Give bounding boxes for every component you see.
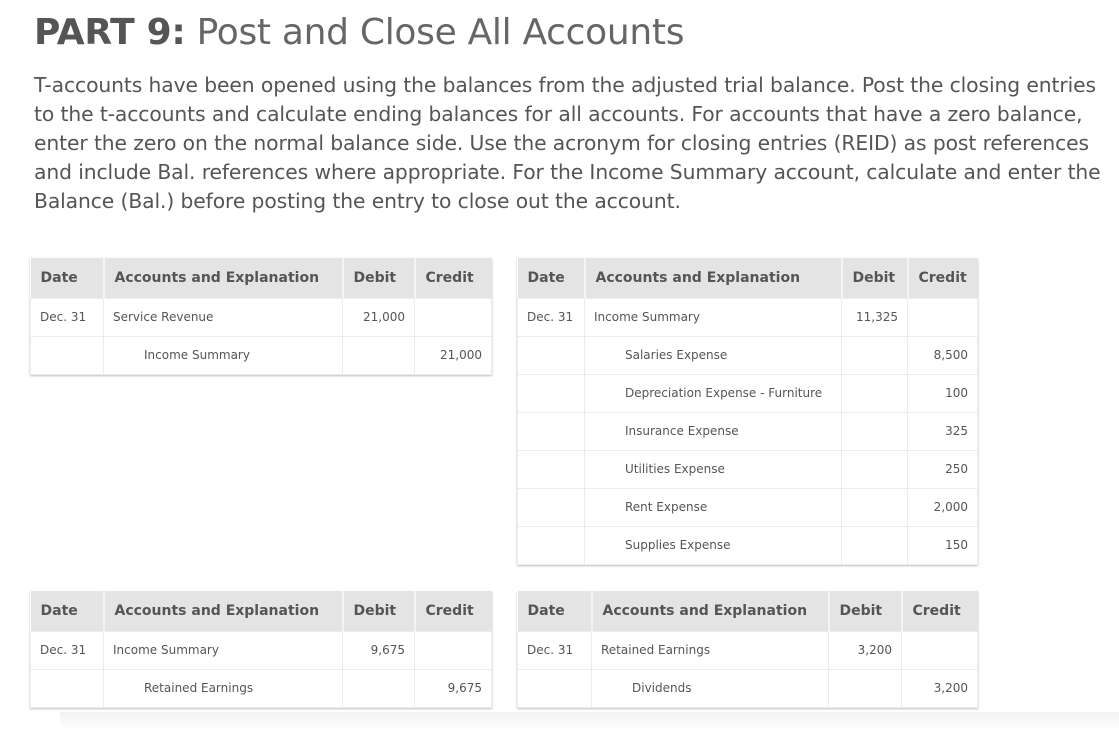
title-text: Post and Close All Accounts (185, 12, 685, 53)
debit-cell (842, 526, 908, 564)
account-cell: Retained Earnings (104, 669, 343, 707)
debit-cell (343, 669, 415, 707)
debit-cell (343, 336, 415, 374)
date-cell (31, 669, 104, 707)
credit-cell (415, 631, 492, 669)
journal-header-row (518, 591, 978, 631)
account-cell: Income Summary (585, 298, 842, 336)
date-cell: Dec. 31 (31, 298, 104, 336)
account-cell: Retained Earnings (592, 631, 829, 669)
date-cell (518, 488, 585, 526)
debit-header: Debit (842, 258, 908, 298)
journal-row (518, 450, 978, 488)
account-cell: Salaries Expense (585, 336, 842, 374)
journal-row (518, 631, 978, 669)
debit-header: Debit (343, 258, 415, 298)
bottom-shadow (60, 712, 1119, 732)
journal-row (518, 336, 978, 374)
account-cell: Income Summary (104, 336, 343, 374)
account-cell: Supplies Expense (585, 526, 842, 564)
account-cell: Insurance Expense (585, 412, 842, 450)
account-header: Accounts and Explanation (104, 591, 343, 631)
journal-row (518, 298, 978, 336)
date-cell (518, 336, 585, 374)
journal-header-row (518, 258, 978, 298)
journal-table-income-summary (30, 591, 492, 708)
credit-cell: 325 (908, 412, 978, 450)
credit-header: Credit (902, 591, 978, 631)
debit-cell (842, 374, 908, 412)
journal-row (31, 298, 492, 336)
account-cell: Utilities Expense (585, 450, 842, 488)
title-part-label: PART 9: (34, 12, 186, 53)
journal-row (31, 669, 492, 707)
debit-cell (842, 336, 908, 374)
journal-row (518, 488, 978, 526)
account-cell: Dividends (592, 669, 829, 707)
date-cell (518, 526, 585, 564)
credit-cell: 3,200 (902, 669, 978, 707)
journal-row (518, 669, 978, 707)
journal-row (31, 631, 492, 669)
date-cell (518, 374, 585, 412)
journal-table-expenses (517, 258, 978, 565)
journal-table-dividends (517, 591, 978, 708)
journal-row (518, 374, 978, 412)
date-cell: Dec. 31 (518, 298, 585, 336)
debit-cell: 9,675 (343, 631, 415, 669)
journal-header-row (31, 591, 492, 631)
debit-cell (842, 488, 908, 526)
instructions-text: T-accounts have been opened using the balances from the adjusted trial balance. Post the closing entries to the t-accounts and calculate ending balances for all accounts. For accounts that have a zero balance, enter the zero on the normal balance side. Use the acronym for closing entries (REID) as post references and include Bal. references where appropriate. For the Income Summary account, calculate and enter the Balance (Bal.) before posting the entry to close out the account. (34, 73, 1101, 213)
debit-cell (829, 669, 902, 707)
credit-cell: 250 (908, 450, 978, 488)
date-header: Date (31, 258, 104, 298)
date-header: Date (518, 258, 585, 298)
account-cell: Rent Expense (585, 488, 842, 526)
date-header: Date (31, 591, 104, 631)
date-cell (518, 450, 585, 488)
credit-header: Credit (415, 591, 492, 631)
debit-cell: 21,000 (343, 298, 415, 336)
journal-row (518, 526, 978, 564)
account-header: Accounts and Explanation (592, 591, 829, 631)
credit-cell: 9,675 (415, 669, 492, 707)
credit-cell: 150 (908, 526, 978, 564)
debit-header: Debit (343, 591, 415, 631)
date-cell (31, 336, 104, 374)
account-cell: Income Summary (104, 631, 343, 669)
debit-cell: 3,200 (829, 631, 902, 669)
debit-cell: 11,325 (842, 298, 908, 336)
credit-cell: 2,000 (908, 488, 978, 526)
journal-row (31, 336, 492, 374)
credit-cell (902, 631, 978, 669)
credit-cell (908, 298, 978, 336)
journal-row (518, 412, 978, 450)
account-cell: Depreciation Expense - Furniture (585, 374, 842, 412)
credit-header: Credit (908, 258, 978, 298)
date-cell (518, 669, 592, 707)
credit-cell: 100 (908, 374, 978, 412)
page-title (34, 12, 684, 53)
debit-cell (842, 412, 908, 450)
journal-table-revenue (30, 258, 492, 375)
date-cell (518, 412, 585, 450)
credit-cell (415, 298, 492, 336)
date-cell: Dec. 31 (31, 631, 104, 669)
credit-cell: 8,500 (908, 336, 978, 374)
debit-header: Debit (829, 591, 902, 631)
date-header: Date (518, 591, 592, 631)
debit-cell (842, 450, 908, 488)
journal-header-row (31, 258, 492, 298)
credit-header: Credit (415, 258, 492, 298)
account-header: Accounts and Explanation (104, 258, 343, 298)
credit-cell: 21,000 (415, 336, 492, 374)
account-cell: Service Revenue (104, 298, 343, 336)
date-cell: Dec. 31 (518, 631, 592, 669)
account-header: Accounts and Explanation (585, 258, 842, 298)
